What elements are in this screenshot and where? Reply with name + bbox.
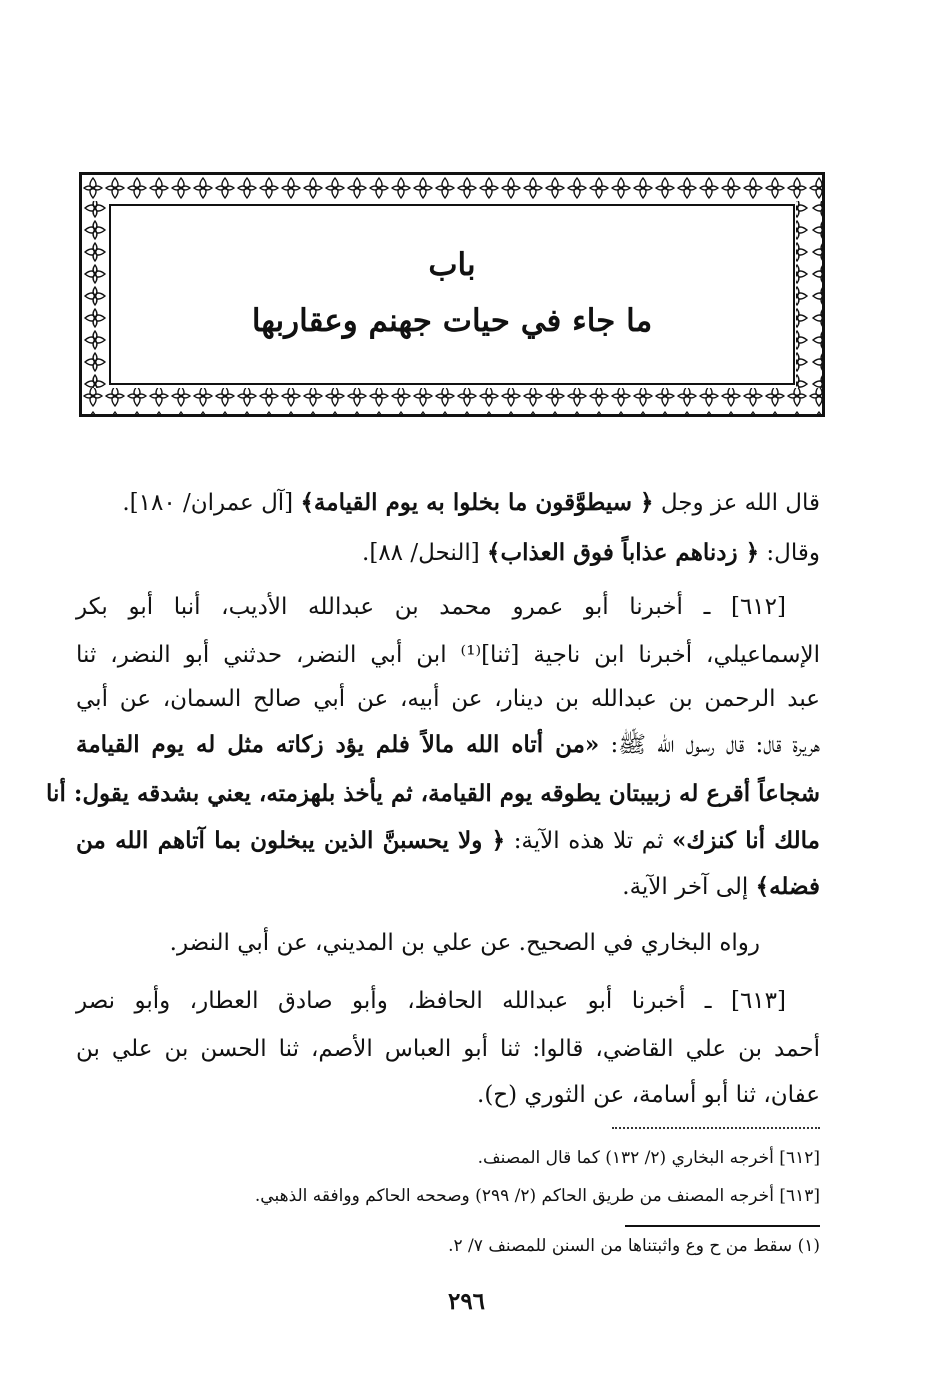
narration-note: رواه البخاري في الصحيح. عن علي بن المديني، عن أبي النضر. [169, 930, 760, 956]
quran-quote: ﴿ ولا يحسبنَّ الذين يبخلون بما آتاهم الله من [76, 827, 506, 854]
footnote-separator-dotted [612, 1127, 820, 1129]
quran-quote: فضله﴾ [755, 873, 820, 900]
hadith-613-line-2: أحمد بن علي القاضي، قالوا: ثنا أبو العباس الأصم، ثنا الحسن بن علي بن [76, 1036, 820, 1062]
hadith-612-line-1: [٦١٢] ـ أخبرنا أبو عمرو محمد بن عبدالله الأديب، أنبا أبو بكر [76, 594, 786, 620]
hadith-613-line-1: [٦١٣] ـ أخبرنا أبو عبدالله الحافظ، وأبو صادق العطار، وأبو نصر [76, 988, 786, 1014]
hadith-612-line-4 [76, 730, 820, 760]
footnote-613: [٦١٣] أخرجه المصنف من طريق الحاكم (٢/ ٢٩٩) وصححه الحاكم ووافقه الذهبي. [254, 1186, 820, 1206]
footnote-612: [٦١٢] أخرجه البخاري (٢/ ١٣٢) كما قال المصنف. [477, 1148, 820, 1168]
verse-intro: وقال: [766, 540, 820, 566]
hadith-ending: إلى آخر الآية. [622, 874, 749, 900]
chapter-title: ما جاء في حيات جهنم وعقاربها [251, 303, 653, 339]
hadith-matn: «من أتاه الله مالاً فلم يؤد زكاته مثل له يوم القيامة [76, 731, 600, 758]
hadith-612-line-3: عبد الرحمن بن عبدالله بن دينار، عن أبيه، عن أبي صالح السمان، عن أبي [76, 686, 820, 712]
footnote-separator-rule [625, 1225, 820, 1227]
chapter-label: باب [428, 247, 476, 283]
hadith-612-line-7 [76, 872, 820, 902]
quran-quote: ﴿ سيطوَّقون ما بخلوا به يوم القيامة﴾ [300, 489, 654, 516]
hadith-612-line-6 [76, 826, 820, 856]
hadith-matn: مالك أنا كنزك» [672, 827, 821, 854]
hadith-613-line-3: عفان، ثنا أبو أسامة، عن الثوري (ح). [477, 1082, 820, 1108]
verse-intro: قال الله عز وجل [660, 490, 820, 516]
verse-reference: [النحل/ ٨٨]. [362, 540, 480, 566]
page-number: ٢٩٦ [447, 1288, 486, 1315]
hadith-612-line-5: شجاعاً أقرع له زبيبتان يطوقه يوم القيامة، ثم يأخذ بلهزمته، يعني بشدقه يقول: أنا [46, 780, 820, 807]
quran-quote: ﴿ زدناهم عذاباً فوق العذاب﴾ [487, 539, 760, 566]
verse-line-1 [76, 488, 820, 518]
chapter-header-frame [79, 172, 825, 417]
hadith-612-line-2: الإسماعيلي، أخبرنا ابن ناجية [ثنا]⁽¹⁾ ابن أبي النضر، حدثني أبو النضر، ثنا [76, 642, 820, 668]
hadith-attribution: هريرة قال: قال رسول الله ﷺ: [610, 732, 821, 758]
verse-line-2 [76, 538, 820, 568]
chapter-inner-box [109, 204, 795, 385]
verse-reference: [آل عمران/ ١٨٠]. [122, 490, 294, 516]
footnote-1: (١) سقط من ح وع واثبتناها من السنن للمصنف ٧/ ٢. [448, 1236, 820, 1256]
hadith-connector: ثم تلا هذه الآية: [513, 828, 664, 854]
